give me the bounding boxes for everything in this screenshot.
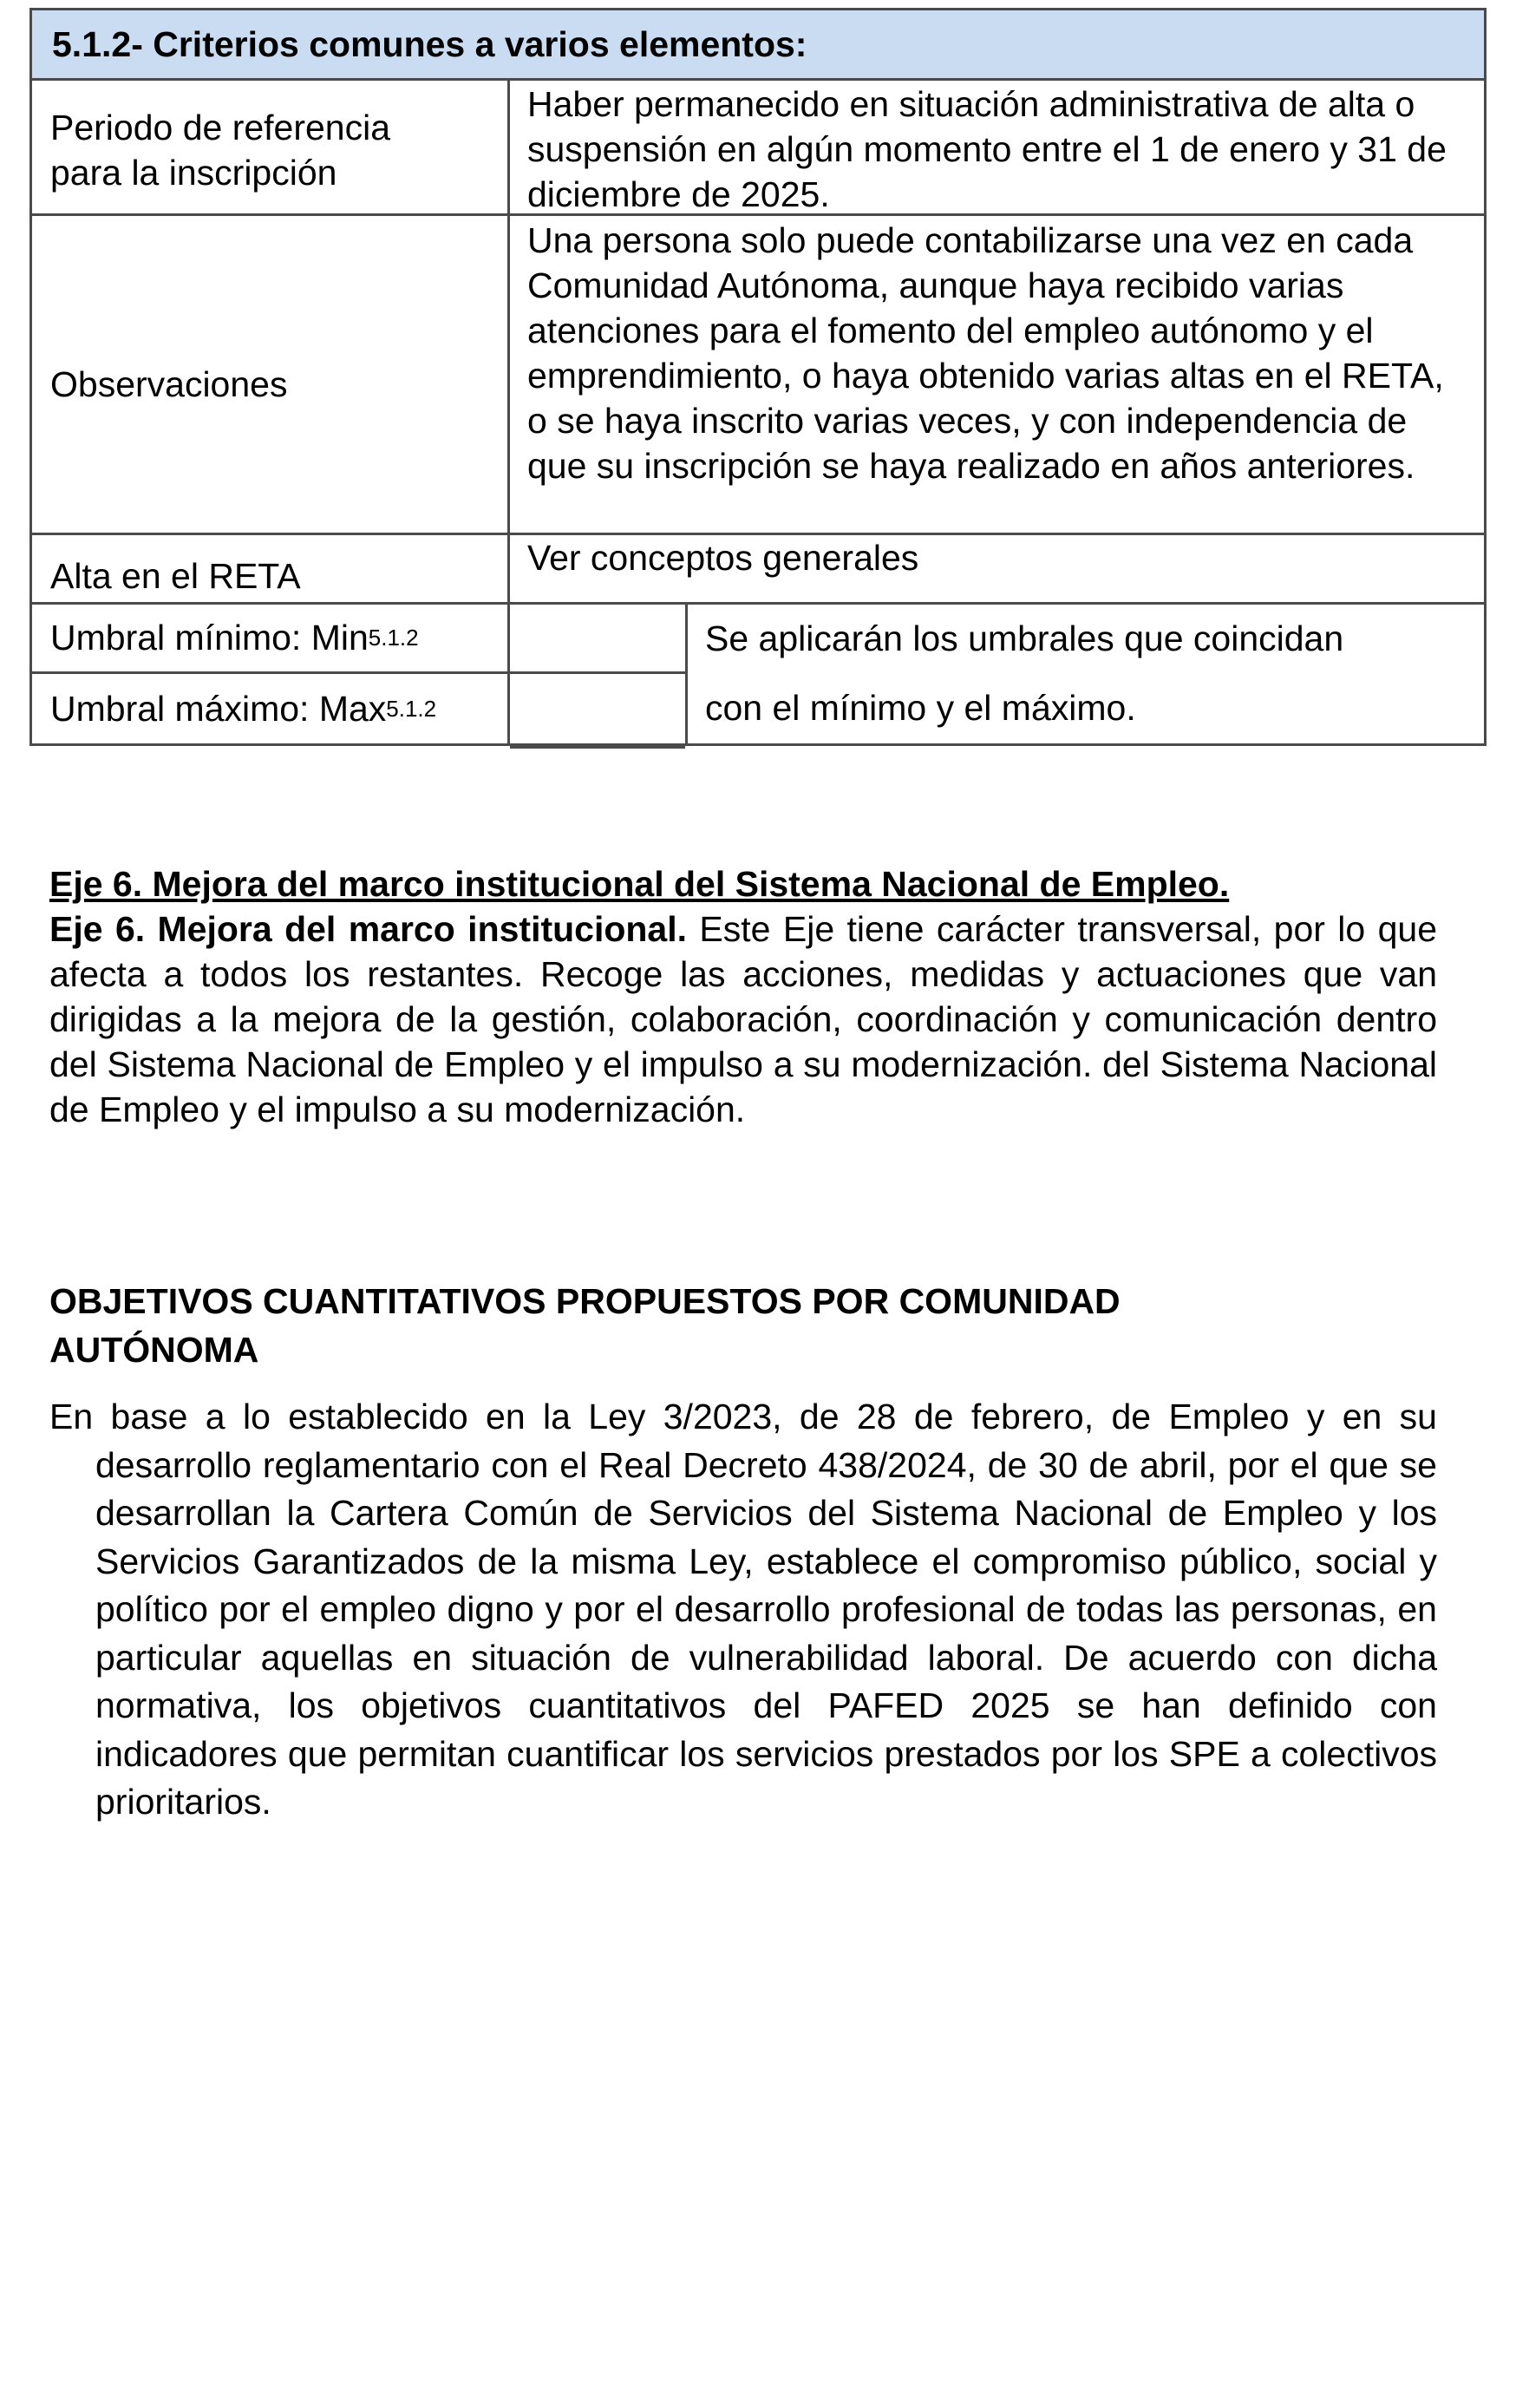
threshold-value-cells: [510, 605, 688, 743]
objetivos-section: [49, 1277, 1437, 1827]
section-title: - Criterios comunes a varios elementos:: [131, 23, 807, 64]
threshold-note-line: Se aplicarán los umbrales que coincidan: [705, 618, 1344, 658]
threshold-min-sub: 5.1.2: [368, 625, 419, 651]
row-value: Ver conceptos generales: [527, 538, 919, 578]
table-header: [32, 10, 1484, 81]
row-value: Una persona solo puede contabilizarse una vez en cada Comunidad Autónoma, aunque haya recibido varias atenciones para el fomento del empleo autónomo y el emprendimiento, o haya obtenido varias altas en el RETA, o se haya inscrito varias veces, y con independencia de que su inscripción se haya realizado en años anteriores.: [527, 220, 1444, 486]
objetivos-heading: [49, 1277, 1437, 1374]
row-label: [32, 216, 510, 533]
threshold-note-line: con el mínimo y el máximo.: [705, 688, 1136, 728]
threshold-min-text: Umbral mínimo: Min: [50, 618, 369, 658]
threshold-labels: [32, 605, 510, 743]
eje6-paragraph: [49, 906, 1437, 1132]
table-row: [32, 81, 1484, 216]
threshold-note: [688, 605, 1484, 743]
objetivos-heading-line: OBJETIVOS CUANTITATIVOS PROPUESTOS POR COMUNIDAD: [49, 1281, 1121, 1321]
section-number: 5.1.2: [52, 23, 132, 64]
threshold-min-label: [32, 605, 507, 674]
row-label-text: Periodo de referencia para la inscripción: [50, 107, 391, 193]
row-value: Haber permanecido en situación administrativa de alta o suspensión en algún momento entre el 1 de enero y 31 de diciembre de 2025.: [527, 84, 1447, 214]
threshold-max-sub: 5.1.2: [386, 695, 437, 722]
objetivos-paragraph: En base a lo establecido en la Ley 3/2023, de 28 de febrero, de Empleo y en su desarrollo reglamentario con el Real Decreto 438/2024, de 30 de abril, por el que se desarrollan la Cartera Común de Servicios del Sistema Nacional de Empleo y los Servicios Garantizados de la misma Ley, establece el compromiso público, social y político por el empleo digno y por el desarrollo profesional de todas las personas, en particular aquellas en situación de vulnerabilidad laboral. De acuerdo con dicha normativa, los objetivos cuantitativos del PAFED 2025 se han definido con indicadores que permitan cuantificar los servicios prestados por los SPE a colectivos prioritarios.: [49, 1397, 1437, 1822]
threshold-max-value-cell: [510, 674, 685, 749]
threshold-min-value-cell: [510, 605, 685, 674]
row-label: [32, 535, 510, 602]
objetivos-heading-line: AUTÓNOMA: [49, 1330, 259, 1370]
table-row: [32, 216, 1484, 535]
threshold-max-label: [32, 674, 507, 743]
row-label: [32, 81, 510, 213]
eje6-body: Este Eje tiene carácter transversal, por lo que afecta a todos los restantes. Recoge las acciones, medidas y actuaciones que van dirigidas a la mejora de la gestión, colaboración, coordinación y comunicación dentro del Sistema Nacional de Empleo y el impulso a su modernización. del Sistema Nacional de Empleo y el impulso a su modernización.: [49, 909, 1438, 1129]
eje6-title: Eje 6. Mejora del marco institucional del Sistema Nacional de Empleo.: [49, 864, 1230, 904]
eje6-lead: Eje 6. Mejora del marco institucional.: [49, 909, 688, 949]
row-label-text: Alta en el RETA: [50, 556, 301, 596]
threshold-max-text: Umbral máximo: Max: [50, 688, 387, 729]
criteria-table: [29, 8, 1487, 746]
row-label-text: Observaciones: [50, 363, 288, 404]
table-row: [32, 535, 1484, 605]
threshold-block: [32, 605, 1484, 743]
eje6-section: [49, 861, 1437, 1132]
